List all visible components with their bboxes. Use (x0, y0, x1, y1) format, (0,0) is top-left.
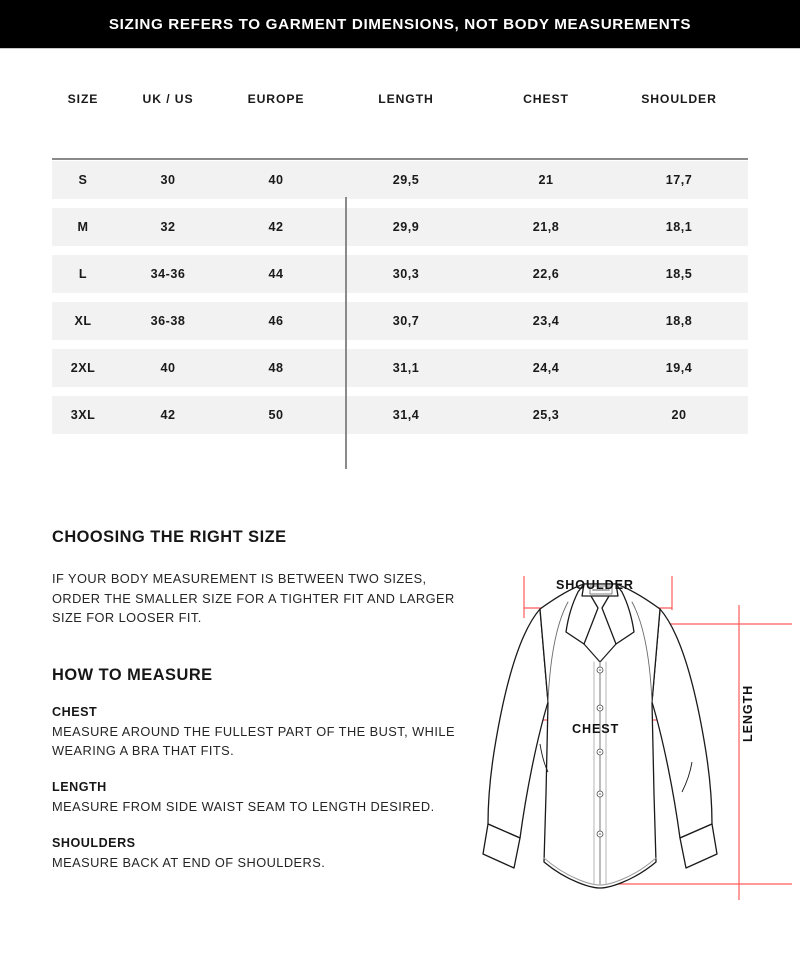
cell-length: 31,4 (392, 408, 420, 422)
cell-chest: 21 (538, 173, 554, 187)
guidance-column (52, 528, 462, 891)
cell-shoulder: 20 (671, 408, 687, 422)
cell-length: 30,7 (392, 314, 420, 328)
cell-shoulder: 18,8 (665, 314, 693, 328)
cell-uk-us: 32 (160, 220, 176, 234)
table-row (52, 161, 748, 199)
banner-underline (0, 48, 800, 49)
cell-shoulder: 18,1 (665, 220, 693, 234)
cell-europe: 46 (268, 314, 284, 328)
choosing-right-size-body: IF YOUR BODY MEASUREMENT IS BETWEEN TWO SIZES, ORDER THE SMALLER SIZE FOR A TIGHTER FIT AND LARGER SIZE FOR LOOSER FIT. (52, 571, 455, 626)
banner (0, 0, 800, 48)
measure-definition: MEASURE BACK AT END OF SHOULDERS. (52, 854, 326, 870)
table-vertical-divider (345, 197, 347, 469)
column-header-length: LENGTH (378, 92, 434, 106)
cell-uk-us: 42 (160, 408, 176, 422)
measure-definition: MEASURE FROM SIDE WAIST SEAM TO LENGTH DESIRED. (52, 798, 435, 814)
cell-length: 29,9 (392, 220, 420, 234)
size-table (52, 86, 748, 443)
cell-shoulder: 18,5 (665, 267, 693, 281)
shirt-outline (483, 584, 717, 888)
cell-size: 3XL (70, 408, 96, 422)
cell-chest: 22,6 (532, 267, 560, 281)
measure-term: LENGTH (52, 779, 107, 794)
cell-europe: 42 (268, 220, 284, 234)
cell-uk-us: 30 (160, 173, 176, 187)
cell-chest: 23,4 (532, 314, 560, 328)
banner-text: SIZING REFERS TO GARMENT DIMENSIONS, NOT BODY MEASUREMENTS (108, 15, 692, 33)
cell-length: 31,1 (392, 361, 420, 375)
cell-europe: 48 (268, 361, 284, 375)
cell-shoulder: 19,4 (665, 361, 693, 375)
measure-item-chest (52, 705, 462, 761)
header-divider-rule (52, 158, 748, 160)
cell-size: 2XL (70, 361, 96, 375)
how-to-measure-title: HOW TO MEASURE (52, 665, 213, 684)
column-header-shoulder: SHOULDER (641, 92, 717, 106)
measure-item-shoulders (52, 836, 462, 873)
choosing-right-size-title: CHOOSING THE RIGHT SIZE (52, 528, 287, 546)
table-row (52, 255, 748, 293)
chest-dimension-label: CHEST (572, 722, 620, 736)
cell-chest: 25,3 (532, 408, 560, 422)
cell-size: M (77, 220, 89, 234)
cell-shoulder: 17,7 (665, 173, 693, 187)
table-row (52, 349, 748, 387)
shirt-diagram (480, 562, 800, 962)
cell-uk-us: 34-36 (150, 267, 186, 281)
cell-europe: 44 (268, 267, 284, 281)
cell-europe: 40 (268, 173, 284, 187)
length-dimension-label: LENGTH (741, 684, 755, 742)
table-header-row (52, 86, 748, 112)
shoulder-dimension-label: SHOULDER (556, 578, 634, 592)
measure-item-length (52, 780, 462, 817)
column-header-europe: EUROPE (247, 92, 305, 106)
cell-size: L (78, 267, 88, 281)
table-row (52, 396, 748, 434)
measure-term: CHEST (52, 704, 98, 719)
measure-definition: MEASURE AROUND THE FULLEST PART OF THE BUST, WHILE WEARING A BRA THAT FITS. (52, 723, 455, 759)
cell-chest: 21,8 (532, 220, 560, 234)
table-row (52, 208, 748, 246)
cell-chest: 24,4 (532, 361, 560, 375)
table-row (52, 302, 748, 340)
column-header-size: SIZE (67, 92, 99, 106)
cell-length: 30,3 (392, 267, 420, 281)
cell-size: XL (74, 314, 92, 328)
measure-term: SHOULDERS (52, 835, 136, 850)
column-header-uk-us: UK / US (142, 92, 194, 106)
cell-uk-us: 36-38 (150, 314, 186, 328)
cell-size: S (78, 173, 88, 187)
column-header-chest: CHEST (523, 92, 569, 106)
cell-uk-us: 40 (160, 361, 176, 375)
cell-europe: 50 (268, 408, 284, 422)
cell-length: 29,5 (392, 173, 420, 187)
